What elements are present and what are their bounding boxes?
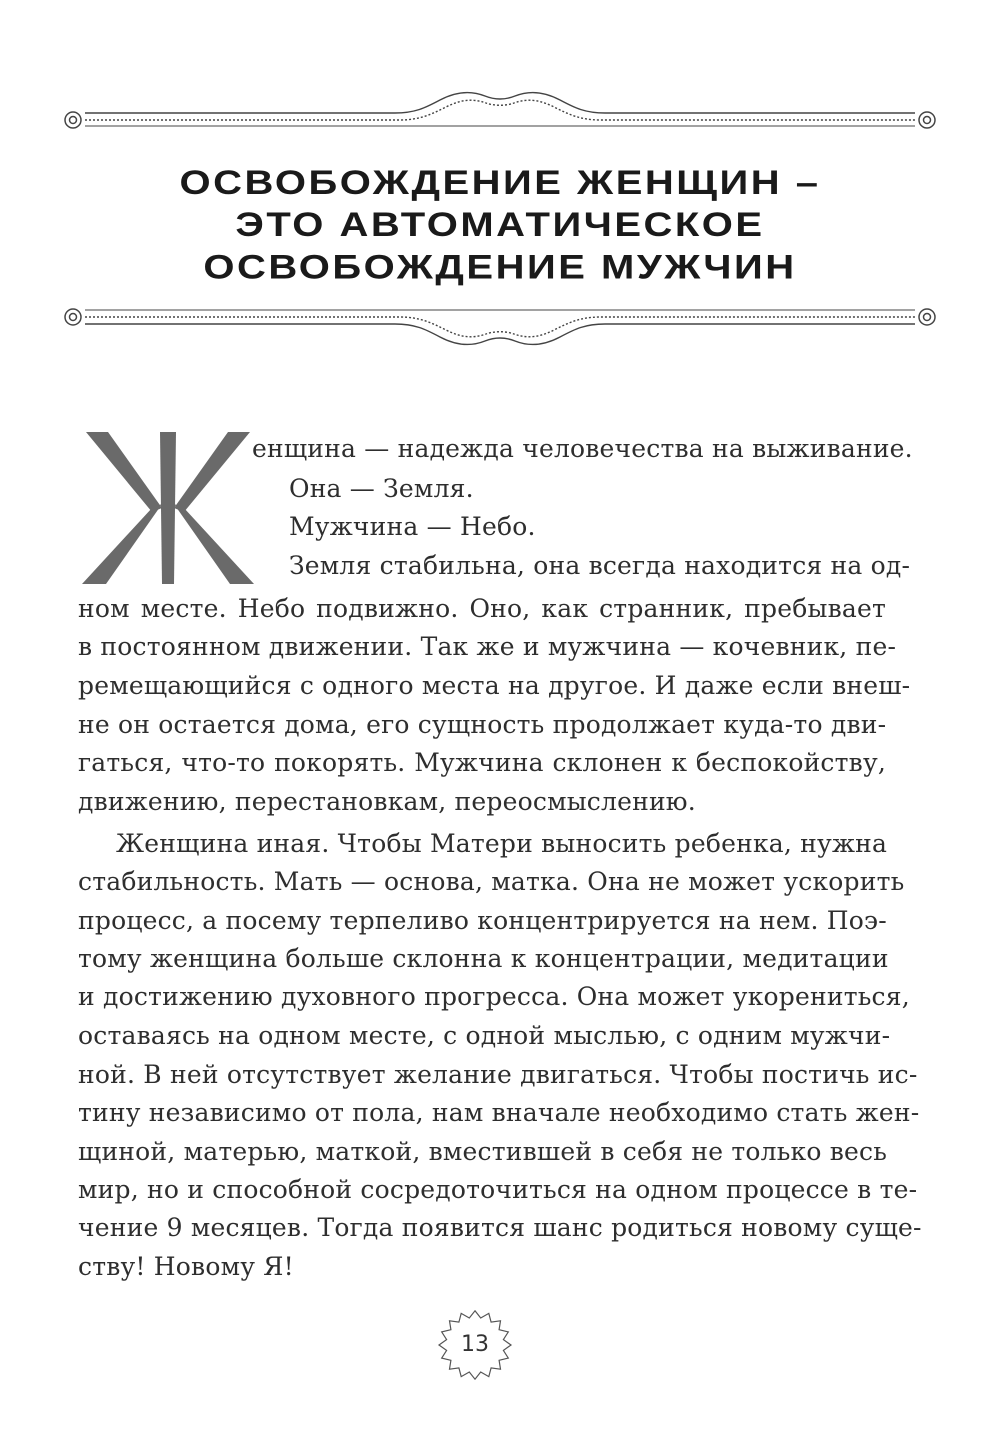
page-number: 13: [461, 1332, 489, 1357]
body-line-15: и достижению духовного прогресса. Она может укорениться,: [78, 982, 910, 1011]
body-line-2: Она — Земля.: [289, 474, 474, 503]
body-line-22: ству! Новому Я!: [78, 1252, 294, 1281]
body-line-5: ном месте. Небо подвижно. Оно, как странник, пребывает: [78, 594, 886, 623]
body-line-20: мир, но и способной сосредоточиться на одном процессе в те-: [78, 1175, 918, 1204]
body-line-6: в постоянном движении. Так же и мужчина — кочевник, пе-: [78, 632, 897, 661]
body-line-12: стабильность. Мать — основа, матка. Она не может ускорить: [78, 867, 905, 896]
body-line-9: гаться, что-то покорять. Мужчина склонен к беспокойству,: [78, 748, 886, 777]
body-line-11: Женщина иная. Чтобы Матери выносить ребенка, нужна: [116, 829, 888, 858]
body-line-14: тому женщина больше склонна к концентрации, медитации: [78, 944, 889, 973]
body-line-21: чение 9 месяцев. Тогда появится шанс родиться новому суще-: [78, 1213, 922, 1242]
body-line-4: Земля стабильна, она всегда находится на од-: [289, 551, 911, 580]
chapter-title: [90, 162, 910, 288]
body-line-3: Мужчина — Небо.: [289, 512, 536, 541]
body-line-16: оставаясь на одном месте, с одной мыслью, с одним мужчи-: [78, 1021, 891, 1050]
drop-cap: [82, 432, 254, 584]
body-line-10: движению, перестановкам, переосмыслению.: [78, 787, 696, 816]
body-line-13: процесс, а посему терпеливо концентрируется на нем. Поэ-: [78, 906, 887, 935]
body-line-18: тину независимо от пола, нам вначале необходимо стать жен-: [78, 1098, 920, 1127]
chapter-title-line-3: ОСВОБОЖДЕНИЕ МУЖЧИН: [203, 248, 797, 287]
body-line-17: ной. В ней отсутствует желание двигаться. Чтобы постичь ис-: [78, 1060, 918, 1089]
chapter-title-line-2: ЭТО АВТОМАТИЧЕСКОЕ: [235, 206, 765, 244]
body-line-7: ремещающийся с одного места на другое. И даже если внеш-: [78, 671, 911, 700]
body-line-19: щиной, матерью, маткой, вместившей в себя не только весь: [78, 1137, 888, 1166]
body-line-8: не он остается дома, его сущность продолжает куда-то дви-: [78, 710, 887, 739]
chapter-title-line-1: ОСВОБОЖДЕНИЕ ЖЕНЩИН –: [179, 164, 821, 202]
body-line-1: енщина — надежда человечества на выживание.: [252, 434, 913, 463]
